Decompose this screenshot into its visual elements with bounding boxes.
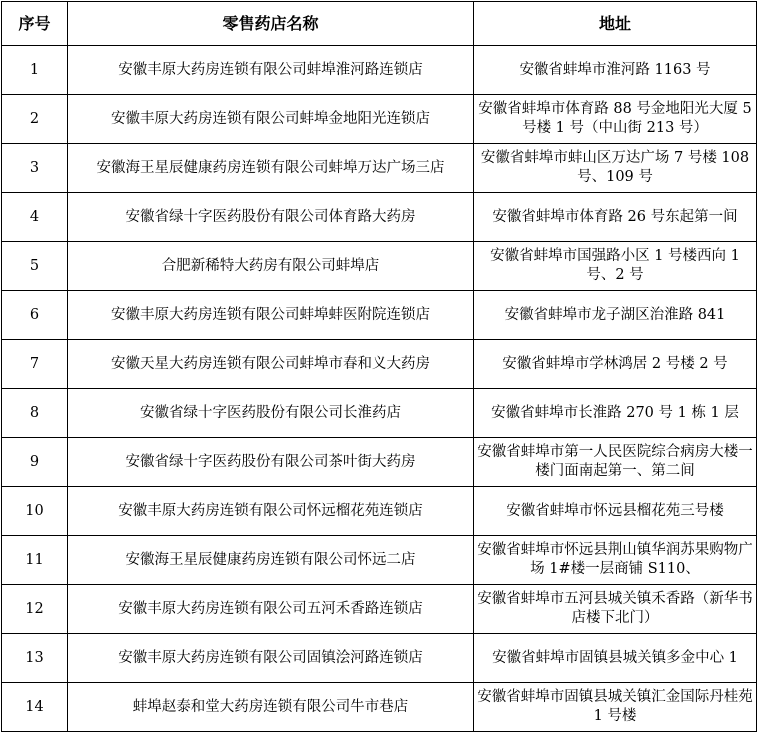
table-row [2, 291, 757, 340]
pharmacy-name-cell: 安徽省绿十字医药股份有限公司体育路大药房 [68, 193, 474, 242]
table-row [2, 340, 757, 389]
serial-cell: 2 [2, 95, 68, 144]
pharmacy-name-cell: 安徽丰原大药房连锁有限公司蚌埠蚌医附院连锁店 [68, 291, 474, 340]
serial-cell: 11 [2, 536, 68, 585]
serial-cell: 3 [2, 144, 68, 193]
serial-cell: 10 [2, 487, 68, 536]
address-cell: 安徽省蚌埠市国强路小区 1 号楼西向 1 号、2 号 [474, 242, 757, 291]
address-cell: 安徽省蚌埠市固镇县城关镇汇金国际丹桂苑 1 号楼 [474, 683, 757, 732]
table-row [2, 144, 757, 193]
serial-cell: 4 [2, 193, 68, 242]
serial-cell: 8 [2, 389, 68, 438]
serial-cell: 14 [2, 683, 68, 732]
pharmacy-name-cell: 合肥新稀特大药房有限公司蚌埠店 [68, 242, 474, 291]
table-row [2, 634, 757, 683]
table-row [2, 487, 757, 536]
serial-cell: 6 [2, 291, 68, 340]
address-cell: 安徽省蚌埠市怀远县榴花苑三号楼 [474, 487, 757, 536]
table-row [2, 242, 757, 291]
pharmacy-name-cell: 安徽丰原大药房连锁有限公司蚌埠金地阳光连锁店 [68, 95, 474, 144]
serial-cell: 5 [2, 242, 68, 291]
pharmacy-name-cell: 安徽海王星辰健康药房连锁有限公司蚌埠万达广场三店 [68, 144, 474, 193]
header-row [2, 2, 757, 46]
serial-cell: 7 [2, 340, 68, 389]
table-row [2, 193, 757, 242]
serial-cell: 1 [2, 46, 68, 95]
address-cell: 安徽省蚌埠市五河县城关镇禾香路（新华书店楼下北门） [474, 585, 757, 634]
address-cell: 安徽省蚌埠市长淮路 270 号 1 栋 1 层 [474, 389, 757, 438]
address-cell: 安徽省蚌埠市学林鸿居 2 号楼 2 号 [474, 340, 757, 389]
table-row [2, 585, 757, 634]
table-row [2, 389, 757, 438]
address-cell: 安徽省蚌埠市怀远县荆山镇华润苏果购物广场 1#楼一层商铺 S110、 [474, 536, 757, 585]
address-cell: 安徽省蚌埠市淮河路 1163 号 [474, 46, 757, 95]
header-address: 地址 [474, 2, 757, 46]
pharmacy-name-cell: 安徽丰原大药房连锁有限公司固镇浍河路连锁店 [68, 634, 474, 683]
header-serial: 序号 [2, 2, 68, 46]
pharmacy-name-cell: 蚌埠赵泰和堂大药房连锁有限公司牛市巷店 [68, 683, 474, 732]
address-cell: 安徽省蚌埠市体育路 26 号东起第一间 [474, 193, 757, 242]
table-row [2, 46, 757, 95]
pharmacy-name-cell: 安徽天星大药房连锁有限公司蚌埠市春和义大药房 [68, 340, 474, 389]
address-cell: 安徽省蚌埠市蚌山区万达广场 7 号楼 108 号、109 号 [474, 144, 757, 193]
header-pharmacy-name: 零售药店名称 [68, 2, 474, 46]
serial-cell: 12 [2, 585, 68, 634]
serial-cell: 13 [2, 634, 68, 683]
table-row [2, 536, 757, 585]
pharmacy-name-cell: 安徽海王星辰健康药房连锁有限公司怀远二店 [68, 536, 474, 585]
pharmacy-name-cell: 安徽丰原大药房连锁有限公司怀远榴花苑连锁店 [68, 487, 474, 536]
address-cell: 安徽省蚌埠市龙子湖区治淮路 841 [474, 291, 757, 340]
pharmacy-name-cell: 安徽丰原大药房连锁有限公司五河禾香路连锁店 [68, 585, 474, 634]
table-row [2, 683, 757, 732]
pharmacy-table [1, 1, 757, 732]
pharmacy-name-cell: 安徽省绿十字医药股份有限公司茶叶街大药房 [68, 438, 474, 487]
serial-cell: 9 [2, 438, 68, 487]
table-row [2, 95, 757, 144]
address-cell: 安徽省蚌埠市第一人民医院综合病房大楼一楼门面南起第一、第二间 [474, 438, 757, 487]
pharmacy-name-cell: 安徽丰原大药房连锁有限公司蚌埠淮河路连锁店 [68, 46, 474, 95]
address-cell: 安徽省蚌埠市固镇县城关镇多金中心 1 [474, 634, 757, 683]
address-cell: 安徽省蚌埠市体育路 88 号金地阳光大厦 5 号楼 1 号（中山街 213 号） [474, 95, 757, 144]
pharmacy-name-cell: 安徽省绿十字医药股份有限公司长淮药店 [68, 389, 474, 438]
table-row [2, 438, 757, 487]
